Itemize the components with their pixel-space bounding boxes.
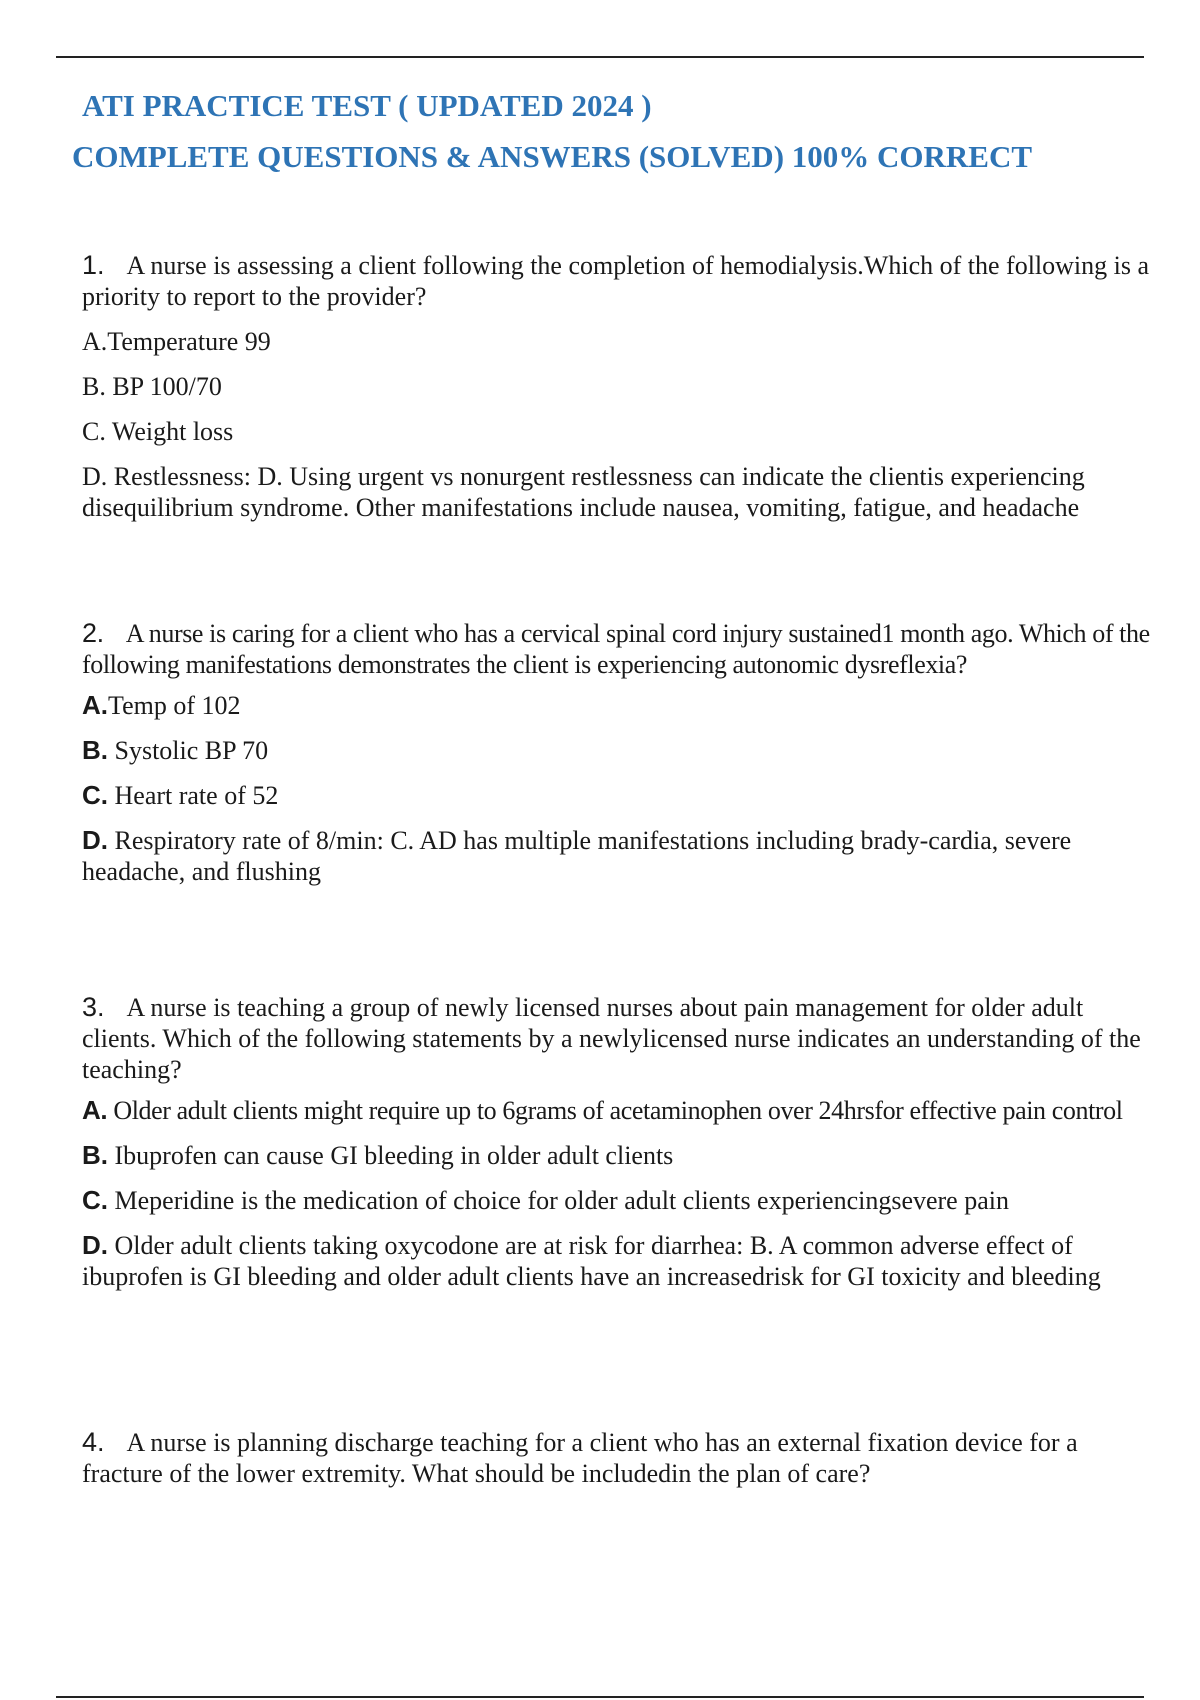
document-title: ATI PRACTICE TEST ( UPDATED 2024 ) xyxy=(82,88,652,123)
option-text: BP 100/70 xyxy=(112,372,222,401)
option-letter: A. xyxy=(82,690,108,720)
answer-option xyxy=(82,1185,1152,1216)
document-subtitle: COMPLETE QUESTIONS & ANSWERS (SOLVED) 100% CORRECT xyxy=(72,139,1033,174)
question-text: A nurse is caring for a client who has a cervical spinal cord injury sustained1 month ago. Which of the following manifestations demonstrates the client is experiencing autonomic dysreflexia? xyxy=(82,619,1150,679)
option-letter: A. xyxy=(82,1095,108,1125)
option-text: Ibuprofen can cause GI bleeding in older adult clients xyxy=(114,1141,674,1170)
question-number: 4. xyxy=(82,1427,105,1457)
question-text: A nurse is planning discharge teaching for a client who has an external fixation device for a fracture of the lower extremity. What should be includedin the plan of care? xyxy=(82,1428,1078,1488)
option-text: Systolic BP 70 xyxy=(114,736,269,765)
option-letter: A. xyxy=(82,327,108,356)
answer-option xyxy=(82,690,1152,721)
question-text: A nurse is teaching a group of newly licensed nurses about pain management for older adult clients. Which of the following statements by a newlylicensed nurse indicates an understanding of the teaching? xyxy=(82,993,1141,1084)
option-letter: D. xyxy=(82,825,108,855)
question-text: A nurse is assessing a client following the completion of hemodialysis.Which of the following is a priority to report to the provider? xyxy=(82,251,1150,311)
question-number: 2. xyxy=(82,618,104,648)
question-stem xyxy=(82,992,1152,1085)
question-2 xyxy=(82,618,1152,901)
option-text: Restlessness: D. Using urgent vs nonurgent restlessness can indicate the clientis experiencing disequilibrium syndrome. Other manifestations include nausea, vomiting, fatigue, and headache xyxy=(82,462,1085,522)
question-number: 1. xyxy=(82,250,105,280)
answer-option xyxy=(82,735,1152,766)
question-4 xyxy=(82,1427,1152,1499)
option-letter: B. xyxy=(82,372,106,401)
option-text: Respiratory rate of 8/min: C. AD has multiple manifestations including brady-cardia, severe headache, and flushing xyxy=(82,826,1072,886)
option-letter: B. xyxy=(82,1140,108,1170)
top-rule xyxy=(56,56,1144,58)
bottom-rule xyxy=(56,1696,1144,1698)
option-letter: C. xyxy=(82,1185,108,1215)
question-stem xyxy=(82,618,1152,680)
answer-option xyxy=(82,371,1152,402)
answer-option xyxy=(82,825,1152,887)
answer-option xyxy=(82,1230,1152,1292)
answer-option xyxy=(82,1095,1152,1126)
question-stem xyxy=(82,250,1152,312)
option-text: Older adult clients taking oxycodone are at risk for diarrhea: B. A common adverse effect of ibuprofen is GI bleeding and older adult clients have an increasedrisk for GI toxicity and bleeding xyxy=(82,1231,1101,1291)
option-text: Heart rate of 52 xyxy=(114,781,279,810)
option-text: Meperidine is the medication of choice for older adult clients experiencingsevere pain xyxy=(114,1186,1009,1215)
question-number: 3. xyxy=(82,992,105,1022)
answer-option xyxy=(82,461,1152,523)
option-letter: C. xyxy=(82,780,108,810)
option-letter: D. xyxy=(82,462,108,491)
option-text: Weight loss xyxy=(111,417,234,446)
answer-option xyxy=(82,326,1152,357)
option-text: Temp of 102 xyxy=(108,691,241,720)
question-stem xyxy=(82,1427,1152,1489)
option-letter: B. xyxy=(82,735,108,765)
answer-option xyxy=(82,416,1152,447)
option-text: Temperature 99 xyxy=(107,327,271,356)
option-letter: C. xyxy=(82,417,106,446)
option-text: Older adult clients might require up to 6grams of acetaminophen over 24hrsfor effective pain control xyxy=(113,1096,1123,1125)
option-letter: D. xyxy=(82,1230,108,1260)
answer-option xyxy=(82,1140,1152,1171)
question-1 xyxy=(82,250,1152,537)
answer-option xyxy=(82,780,1152,811)
question-3 xyxy=(82,992,1152,1306)
